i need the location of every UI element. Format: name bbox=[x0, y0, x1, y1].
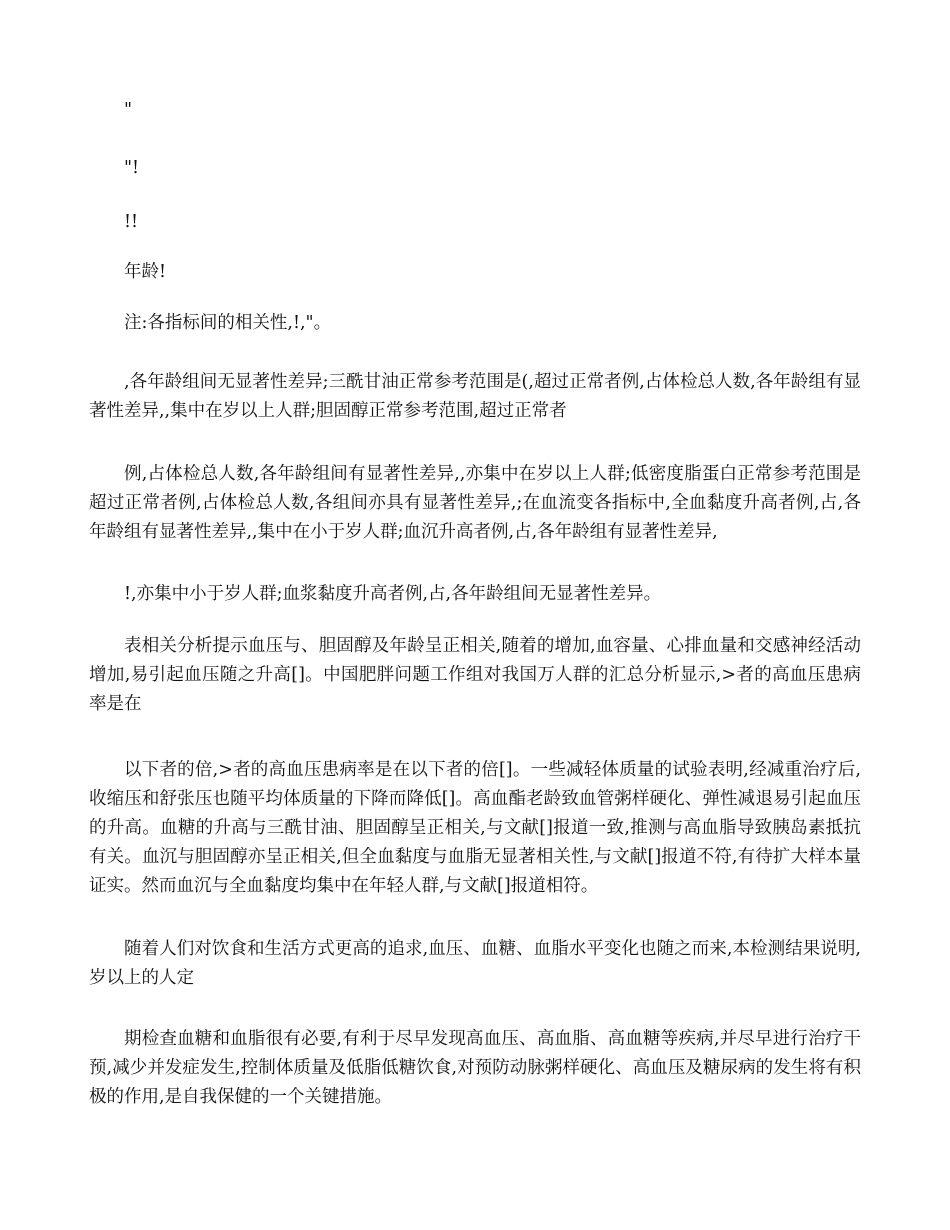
table-note: 注:各指标间的相关性,!,"。 bbox=[124, 313, 332, 333]
paragraph-plasma-viscosity: !,亦集中小于岁人群;血浆黏度升高者例,占,各年龄组间无显著性差异。 bbox=[124, 584, 662, 604]
paragraph-weight-reduction: 以下者的倍,>者的高血压患病率是在以下者的倍[]。一些减轻体质量的试验表明,经减重治疗后,收缩压和舒张压也随平均体质量的下降而降低[]。高血酯老龄致血管粥样硬化、弹性减退易引起血压的升高。血糖的升高与三酰甘油、胆固醇呈正相关,与文献[]报道一致,推测与高血脂导致胰岛素抵抗有关。血沉与胆固醇亦呈正相关,但全血黏度与血脂无显著相关性,与文献[]报道不符,有待扩大样本量证实。然而血沉与全血黏度均集中在年轻人群,与文献[]报道相符。 bbox=[89, 760, 861, 896]
paragraph-conclusion: 期检查血糖和血脂很有必要,有利于尽早发现高血压、高血脂、高血糖等疾病,并尽早进行治疗干预,减少并发症发生,控制体质量及低脂低糖饮食,对预防动脉粥样硬化、高血压及糖尿病的发生将有积极的作用,是自我保健的一个关键措施。 bbox=[89, 1029, 861, 1107]
paragraph-triglyceride: ,各年龄组间无显著性差异;三酰甘油正常参考范围是(,超过正常者例,占体检总人数,各年龄组有显著性差异,,集中在岁以上人群;胆固醇正常参考范围,超过正常者 bbox=[89, 372, 861, 421]
text-fragment-quote-exclaim: "! bbox=[124, 158, 140, 178]
paragraph-correlation-analysis: 表相关分析提示血压与、胆固醇及年龄呈正相关,随着的增加,血容量、心排血量和交感神经活动增加,易引起血压随之升高[]。中国肥胖问题工作组对我国万人群的汇总分析显示,>者的高血压患病率是在 bbox=[89, 636, 861, 714]
text-fragment-double-exclaim: !! bbox=[124, 212, 139, 232]
text-fragment-age: 年龄! bbox=[124, 262, 167, 282]
paragraph-cholesterol: 例,占体检总人数,各年龄组间有显著性差异,,亦集中在岁以上人群;低密度脂蛋白正常参考范围是超过正常者例,占体检总人数,各组间亦具有显著性差异,;在血流变各指标中,全血黏度升高者例,占,各年龄组有显著性差异,,集中在小于岁人群;血沉升高者例,占,各年龄组有显著性差异, bbox=[89, 464, 861, 542]
text-fragment-quote: " bbox=[124, 100, 133, 120]
paragraph-lifestyle: 随着人们对饮食和生活方式更高的追求,血压、血糖、血脂水平变化也随之而来,本检测结果说明,岁以上的人定 bbox=[89, 939, 861, 988]
